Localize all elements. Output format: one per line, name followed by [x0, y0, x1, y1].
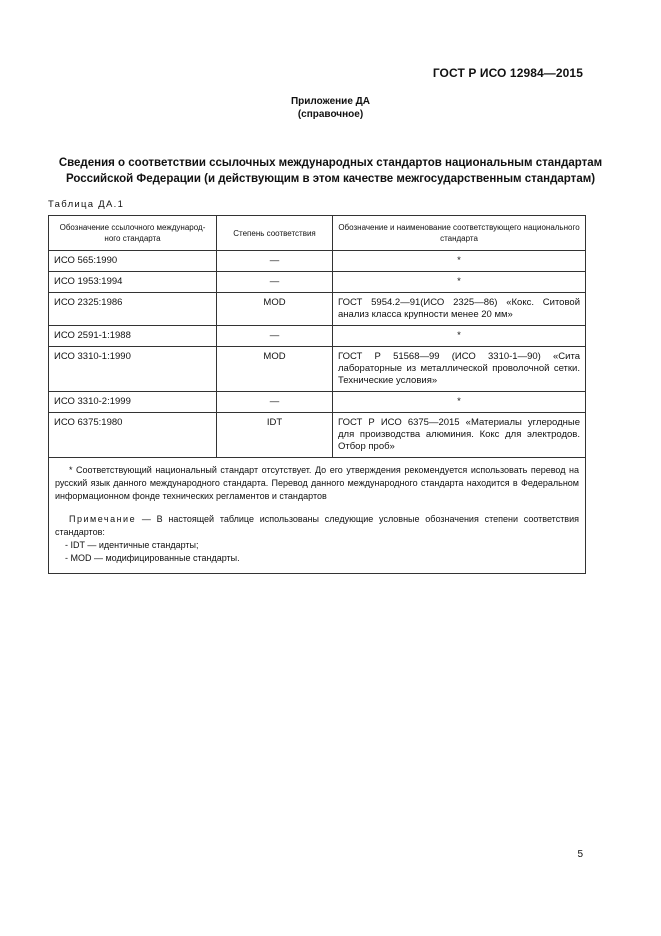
cell-degree: — [217, 251, 333, 272]
note-label: Примечание [69, 514, 137, 524]
cell-national: ГОСТ Р ИСО 6375—2015 «Материалы углеродные для производства алюминия. Кокс для электродов. Отбор проб» [333, 413, 586, 458]
cell-code: ИСО 3310-2:1999 [49, 392, 217, 413]
cell-degree: MOD [217, 293, 333, 326]
annex-title: Приложение ДА [290, 96, 371, 107]
cell-code: ИСО 6375:1980 [49, 413, 217, 458]
footnote-text: * Соответствующий национальный стандарт отсутствует. До его утверждения рекомендуется использовать перевод на русский язык данного международного стандарта. Перевод данного международного стандарта находится в Федеральном информационном фонде технических регламентов и стандартов [55, 465, 579, 501]
header-international-standard: Обозначение ссылочного международ-ного стандарта [49, 216, 217, 251]
table-row [49, 392, 586, 413]
table-row [49, 413, 586, 458]
table-row [49, 251, 586, 272]
cell-code: ИСО 2591-1:1988 [49, 326, 217, 347]
header-degree: Степень соответствия [217, 216, 333, 251]
annex-heading [0, 95, 661, 121]
cell-code: ИСО 3310-1:1990 [49, 347, 217, 392]
cell-code: ИСО 565:1990 [49, 251, 217, 272]
table-header-row [49, 216, 586, 251]
cell-national: * [333, 272, 586, 293]
cell-degree: IDT [217, 413, 333, 458]
cell-national: * [333, 326, 586, 347]
table-footnote [49, 458, 586, 574]
note-paragraph [55, 513, 579, 539]
page-number: 5 [577, 849, 583, 860]
header-national-standard: Обозначение и наименование соответствующего национального стандарта [333, 216, 586, 251]
table-row [49, 347, 586, 392]
cell-code: ИСО 1953:1994 [49, 272, 217, 293]
cell-degree: — [217, 272, 333, 293]
correspondence-table [48, 215, 586, 574]
annex-subtitle: (справочное) [297, 109, 364, 120]
legend-item-mod: - MOD — модифицированные стандарты. [65, 553, 240, 563]
page-title: Сведения о соответствии ссылочных международных стандартов национальным стандартам Российской Федерации (и действующим в этом качестве межгосударственным стандартам) [58, 157, 603, 185]
table-footnote-row [49, 458, 586, 574]
cell-national: * [333, 392, 586, 413]
cell-degree: MOD [217, 347, 333, 392]
note-text: — В настоящей таблице использованы следующие условные обозначения степени соответствия стандартов: [55, 514, 579, 537]
cell-national: * [333, 251, 586, 272]
table-row [49, 326, 586, 347]
cell-national: ГОСТ Р 51568—99 (ИСО 3310-1—90) «Сита лабораторные из металлической проволочной сетки. Технические условия» [333, 347, 586, 392]
standard-code-header: ГОСТ Р ИСО 12984—2015 [432, 66, 583, 80]
cell-national: ГОСТ 5954.2—91(ИСО 2325—86) «Кокс. Ситовой анализ класса крупности менее 20 мм» [333, 293, 586, 326]
cell-degree: — [217, 326, 333, 347]
cell-degree: — [217, 392, 333, 413]
table-row [49, 293, 586, 326]
legend-item-idt: - IDT — идентичные стандарты; [65, 540, 199, 550]
table-caption: Таблица ДА.1 [48, 199, 125, 210]
table-row [49, 272, 586, 293]
cell-code: ИСО 2325:1986 [49, 293, 217, 326]
